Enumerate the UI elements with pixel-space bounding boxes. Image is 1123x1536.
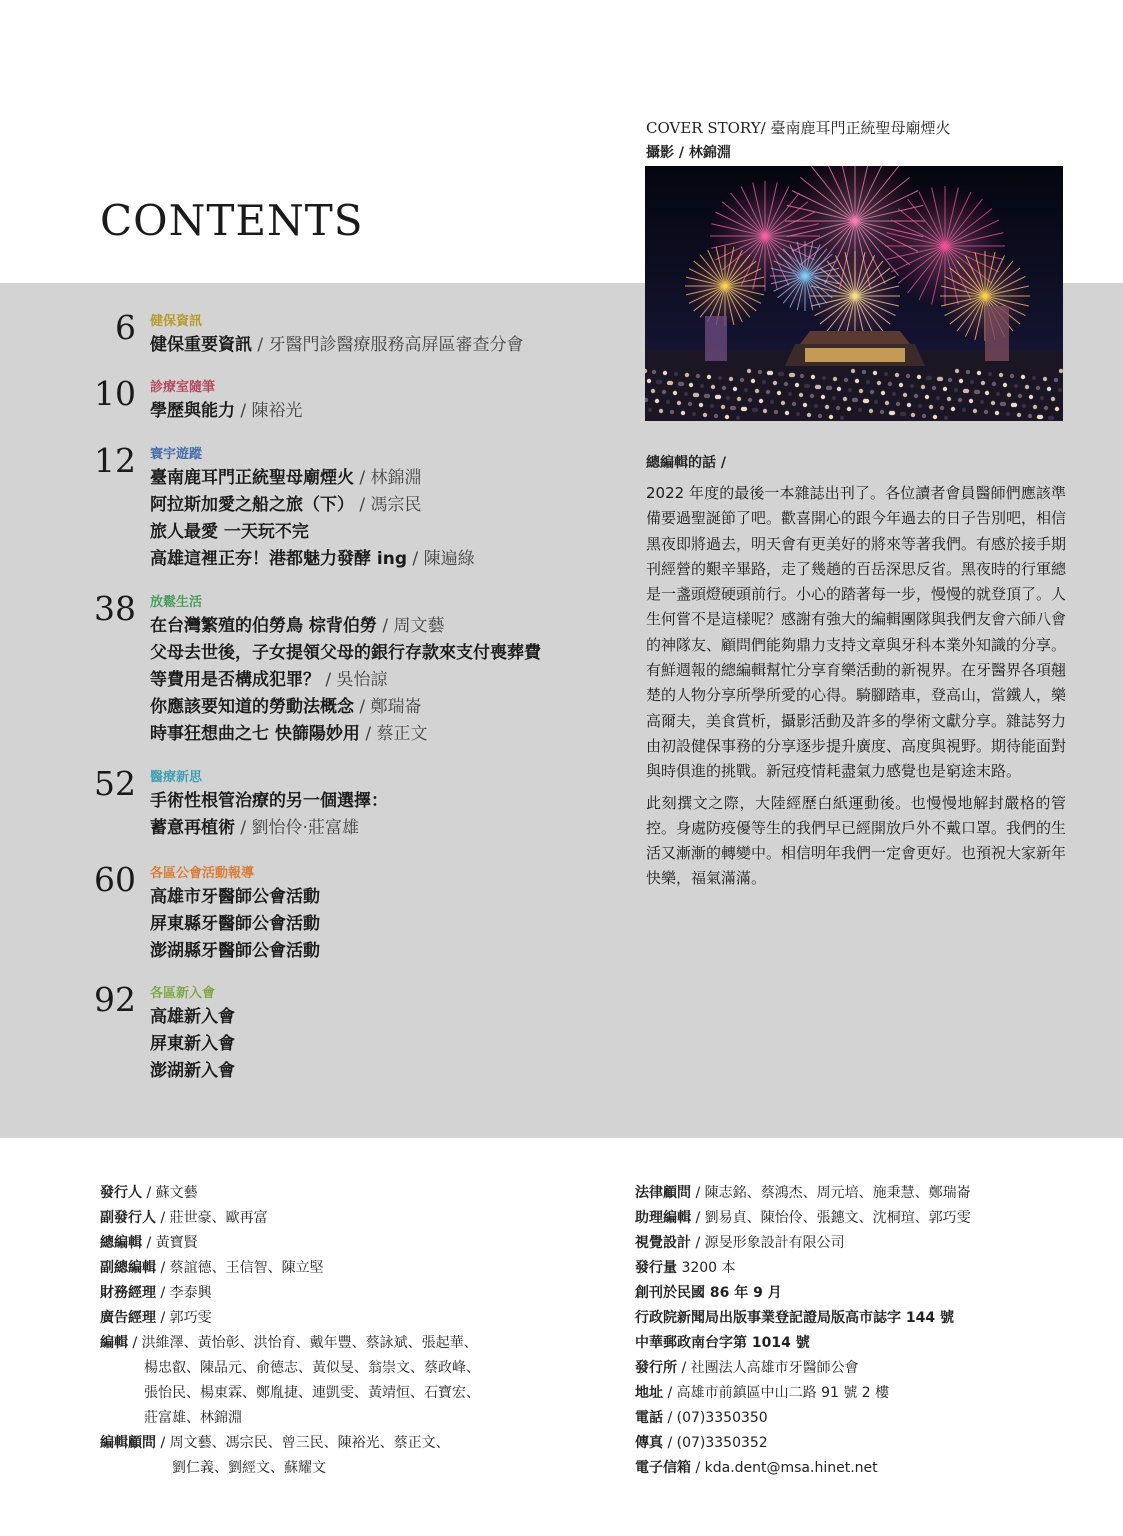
toc-entry-title: 屏東縣牙醫師公會活動 — [150, 914, 320, 934]
toc-entry-title: 屏東新入會 — [150, 1034, 235, 1054]
cover-story-line: COVER STORY/ 臺南鹿耳門正統聖母廟煙火 — [646, 119, 951, 137]
colophon-right — [635, 1181, 971, 1481]
toc-entry-title: 健保重要資訊 — [150, 335, 252, 355]
toc-entry-title: 高雄新入會 — [150, 1007, 235, 1027]
colophon-value: / (07)3350350 — [663, 1410, 768, 1426]
toc-entry[interactable] — [150, 788, 630, 815]
toc-section-body — [150, 864, 630, 965]
toc-entry-title: 你應該要知道的勞動法概念 — [150, 697, 354, 717]
toc-entry[interactable] — [150, 465, 630, 492]
toc-page-number: 38 — [94, 589, 136, 628]
toc-entry-title: 阿拉斯加愛之船之旅（下） — [150, 495, 354, 515]
toc-entry-author: / 周文藝 — [376, 616, 445, 636]
toc-entry[interactable] — [150, 938, 630, 965]
colophon-value: / 洪維澤、黃怡彰、洪怡育、戴年豐、蔡詠斌、張起華、 — [128, 1335, 478, 1351]
colophon-value: / 郭巧雯 — [156, 1310, 212, 1326]
colophon-value: / (07)3350352 — [663, 1435, 768, 1451]
toc-entry-title: 學歷與能力 — [150, 401, 235, 421]
colophon-row — [100, 1456, 480, 1481]
toc-category: 放鬆生活 — [150, 595, 203, 610]
toc-section-body — [150, 593, 630, 748]
colophon-row — [635, 1331, 971, 1356]
cover-photographer-line: 攝影 / 林錦淵 — [646, 145, 731, 161]
toc-page-number: 92 — [94, 980, 136, 1019]
cover-caption — [646, 116, 951, 166]
colophon-row — [635, 1306, 971, 1331]
colophon-value: / 李泰興 — [156, 1285, 212, 1301]
toc-entry[interactable] — [150, 884, 630, 911]
toc-section-body — [150, 445, 630, 573]
toc-entry[interactable] — [150, 613, 630, 640]
toc-entry[interactable] — [150, 667, 630, 694]
colophon-label: 創刊於民國 86 年 9 月 — [635, 1285, 782, 1301]
toc-entry[interactable] — [150, 640, 630, 667]
colophon-row — [100, 1331, 480, 1356]
toc-entry-author: / 馮宗民 — [354, 495, 422, 515]
colophon-value: 莊富雄、林錦淵 — [144, 1410, 242, 1426]
toc-entry[interactable] — [150, 332, 630, 359]
colophon-value: / 黃寶賢 — [142, 1235, 198, 1251]
colophon-left — [100, 1181, 480, 1481]
colophon-row — [635, 1281, 971, 1306]
toc-section-body — [150, 984, 630, 1085]
toc-entry-author: / 劉怡伶‧莊富雄 — [235, 818, 359, 838]
toc-entry[interactable] — [150, 546, 630, 573]
toc-entry[interactable] — [150, 398, 630, 425]
colophon-row — [635, 1456, 971, 1481]
toc-section-body — [150, 312, 630, 359]
colophon-value: / 蘇文藝 — [142, 1185, 198, 1201]
toc-entry[interactable] — [150, 1058, 630, 1085]
toc-category: 寰宇遊蹤 — [150, 447, 203, 462]
colophon-row — [100, 1381, 480, 1406]
toc-entry[interactable] — [150, 911, 630, 938]
colophon-row — [635, 1206, 971, 1231]
colophon-row — [635, 1381, 971, 1406]
colophon-label: 廣告經理 — [100, 1310, 156, 1326]
colophon-label: 總編輯 — [100, 1235, 142, 1251]
colophon-row — [100, 1356, 480, 1381]
toc-page-number: 6 — [115, 308, 136, 347]
colophon-value: / 陳志銘、蔡鴻杰、周元培、施秉慧、鄭瑞崙 — [691, 1185, 971, 1201]
colophon-row — [635, 1406, 971, 1431]
colophon-value: / kda.dent@msa.hinet.net — [691, 1460, 878, 1476]
colophon-value: / 社團法人高雄市牙醫師公會 — [677, 1360, 859, 1376]
toc-category: 診療室隨筆 — [150, 380, 216, 395]
toc-entry[interactable] — [150, 721, 630, 748]
colophon-row — [100, 1256, 480, 1281]
colophon-value: / 高雄市前鎮區中山二路 91 號 2 樓 — [663, 1385, 890, 1401]
colophon-label: 傳真 — [635, 1435, 663, 1451]
toc-entry-title: 父母去世後，子女提領父母的銀行存款來支付喪葬費 — [150, 643, 541, 663]
colophon-label: 發行所 — [635, 1360, 677, 1376]
editor-note-heading: 總編輯的話 / — [646, 455, 726, 471]
toc-entry-author: / 吳怡諒 — [320, 670, 388, 690]
editor-note-body — [646, 481, 1066, 898]
toc-section-body — [150, 768, 630, 842]
colophon-value: / 周文藝、馮宗民、曾三民、陳裕光、蔡正文、 — [156, 1435, 450, 1451]
colophon-label: 編輯 — [100, 1335, 128, 1351]
toc-entry-title: 時事狂想曲之七 快篩陽妙用 — [150, 724, 360, 744]
toc-category: 各區新入會 — [150, 986, 216, 1001]
toc-entry-title: 高雄市牙醫師公會活動 — [150, 887, 320, 907]
colophon-label: 副總編輯 — [100, 1260, 156, 1276]
toc-entry[interactable] — [150, 815, 630, 842]
colophon-label: 發行量 — [635, 1260, 677, 1276]
toc-entry-title: 旅人最愛 一天玩不完 — [150, 522, 309, 542]
toc-entry-author: / 牙醫門診醫療服務高屏區審查分會 — [252, 335, 524, 355]
colophon-row — [635, 1256, 971, 1281]
toc-section-body — [150, 378, 630, 425]
editor-note-paragraph-1: 2022 年度的最後一本雜誌出刊了。各位讀者會員醫師們應該準備要過聖誕節了吧。歡喜開心的跟今年過去的日子告別吧，相信黑夜即將過去，明天會有更美好的將來等著我們。有感於接手期刊經營的艱辛畢路，走了幾趟的百岳深思反省。黑夜時的行軍總是一盞頭燈硬頭前行。小心的踏著每一步，慢慢的就登頂了。人生何嘗不是這樣呢？感謝有強大的編輯團隊與我們友會六師八會的神隊友、顧問們能夠鼎力支持文章與牙科本業外知識的分享。有鮮週報的總編輯幫忙分享育樂活動的新視界。在牙醫界各項翹楚的人物分享所學所愛的心得。騎腳踏車，登高山，當鐵人，樂高爾夫，美食賞析，攝影活動及許多的學術文獻分享。雜誌努力由初設健保事務的分享逐步提升廣度、高度與視野。期待能面對與時俱進的挑戰。新冠疫情耗盡氣力感覺也是窮途末路。 — [646, 484, 1067, 781]
colophon-row — [635, 1356, 971, 1381]
page-title: CONTENTS — [100, 196, 364, 245]
colophon-value: 3200 本 — [677, 1260, 736, 1276]
colophon-label: 視覺設計 — [635, 1235, 691, 1251]
toc-entry-title: 臺南鹿耳門正統聖母廟煙火 — [150, 468, 354, 488]
colophon-value: 楊忠叡、陳品元、俞德志、黃似旻、翁崇文、蔡政峰、 — [144, 1360, 480, 1376]
toc-page-number: 60 — [94, 860, 136, 899]
colophon-label: 副發行人 — [100, 1210, 156, 1226]
toc-entry-author: / 鄭瑞崙 — [354, 697, 422, 717]
colophon-label: 財務經理 — [100, 1285, 156, 1301]
colophon-row — [100, 1231, 480, 1256]
colophon-row — [100, 1431, 480, 1456]
colophon-row — [100, 1206, 480, 1231]
toc-entry-author: / 陳裕光 — [235, 401, 303, 421]
colophon-row — [635, 1181, 971, 1206]
colophon-label: 法律顧問 — [635, 1185, 691, 1201]
toc-page-number: 10 — [94, 374, 136, 413]
toc-category: 健保資訊 — [150, 314, 203, 329]
colophon-row — [635, 1431, 971, 1456]
toc-entry-title: 手術性根管治療的另一個選擇： — [150, 791, 388, 811]
cover-photo — [645, 166, 1063, 421]
toc-entry[interactable] — [150, 519, 630, 546]
toc-entry[interactable] — [150, 1004, 630, 1031]
colophon-label: 地址 — [635, 1385, 663, 1401]
colophon-row — [635, 1231, 971, 1256]
colophon-row — [100, 1281, 480, 1306]
colophon-label: 助理編輯 — [635, 1210, 691, 1226]
toc-entry-title: 蓄意再植術 — [150, 818, 235, 838]
toc-entry-title: 高雄這裡正夯！港都魅力發酵 ing — [150, 549, 408, 569]
toc-entry-author: / 蔡正文 — [359, 724, 428, 744]
colophon-label: 發行人 — [100, 1185, 142, 1201]
colophon-value: / 源旻形象設計有限公司 — [691, 1235, 845, 1251]
toc-category: 醫療新思 — [150, 770, 203, 785]
colophon-label: 編輯顧問 — [100, 1435, 156, 1451]
colophon-value: 張怡民、楊東霖、鄭胤捷、連凱雯、黃靖恒、石寶宏、 — [144, 1385, 480, 1401]
toc-category: 各區公會活動報導 — [150, 866, 255, 881]
colophon-value: / 蔡誼德、王信智、陳立堅 — [156, 1260, 324, 1276]
toc-entry-title: 澎湖縣牙醫師公會活動 — [150, 941, 320, 961]
toc-entry[interactable] — [150, 1031, 630, 1058]
colophon-label: 電子信箱 — [635, 1460, 691, 1476]
editor-note-paragraph-2: 此刻撰文之際，大陸經歷白紙運動後。也慢慢地解封嚴格的管控。身處防疫優等生的我們早已經開放戶外不戴口罩。我們的生活又漸漸的轉變中。相信明年我們一定會更好。也預祝大家新年快樂，福氣滿滿。 — [646, 793, 1067, 888]
toc-page-number: 12 — [94, 441, 136, 480]
toc-entry[interactable] — [150, 694, 630, 721]
toc-entry-title: 等費用是否構成犯罪？ — [150, 670, 320, 690]
colophon-value: / 莊世豪、歐再富 — [156, 1210, 268, 1226]
fireworks-image — [645, 166, 1063, 421]
toc-entry[interactable] — [150, 492, 630, 519]
colophon-label: 行政院新聞局出版事業登記證局版高市誌字 144 號 — [635, 1310, 954, 1326]
toc-entry-author: / 陳遍綠 — [407, 549, 475, 569]
toc-entry-title: 澎湖新入會 — [150, 1061, 235, 1081]
colophon-label: 中華郵政南台字第 1014 號 — [635, 1335, 810, 1351]
toc-page-number: 52 — [94, 764, 136, 803]
colophon-row — [100, 1306, 480, 1331]
colophon-row — [100, 1406, 480, 1431]
colophon-value: / 劉易貞、陳怡伶、張鏸文、沈桐瑄、郭巧雯 — [691, 1210, 971, 1226]
toc-entry-title: 在台灣繁殖的伯勞鳥 棕背伯勞 — [150, 616, 377, 636]
colophon-label: 電話 — [635, 1410, 663, 1426]
toc-entry-author: / 林錦淵 — [354, 468, 422, 488]
colophon-row — [100, 1181, 480, 1206]
colophon-value: 劉仁義、劉經文、蘇耀文 — [172, 1460, 326, 1476]
